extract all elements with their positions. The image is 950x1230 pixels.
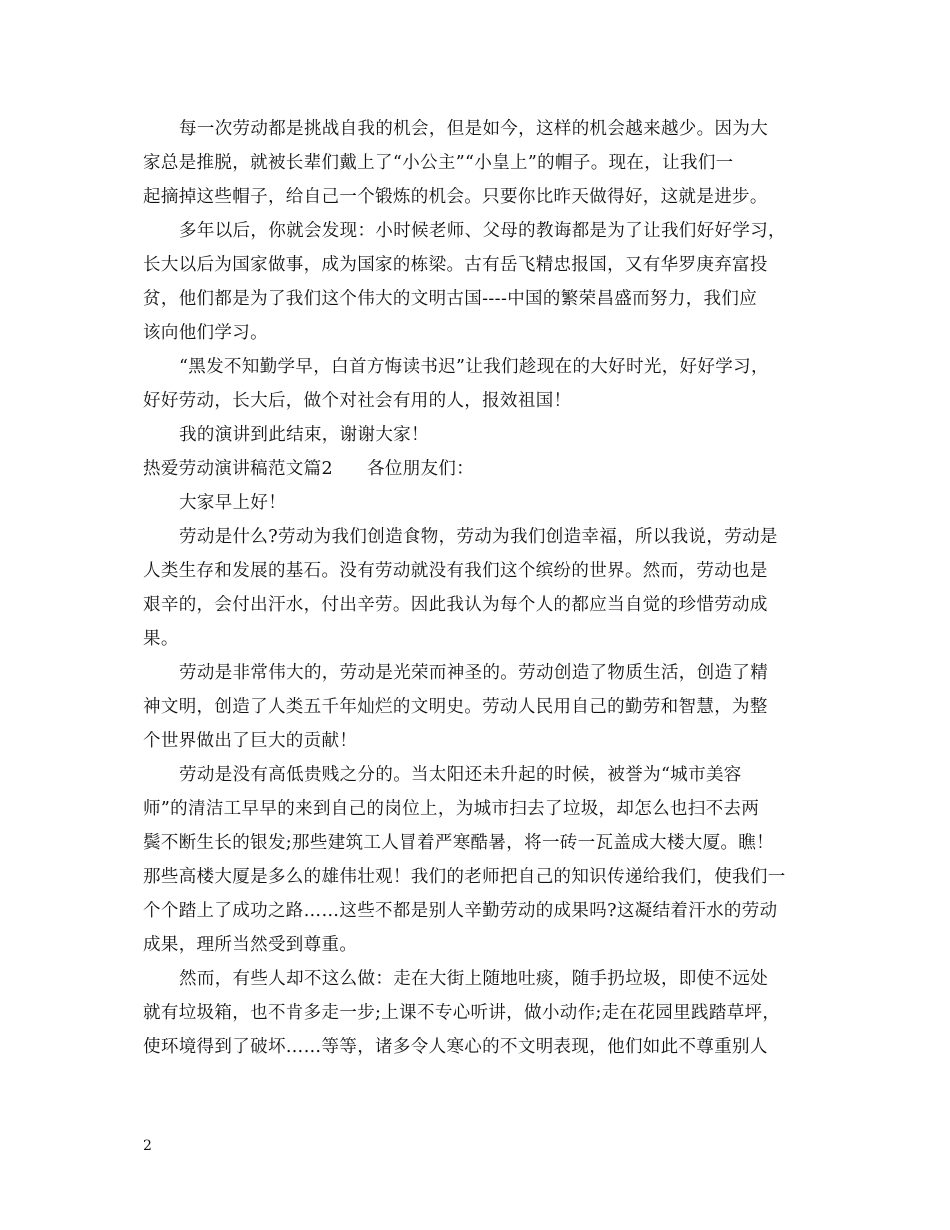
paragraph-line: 起摘掉这些帽子，给自己一个锻炼的机会。只要你比昨天做得好，这就是进步。 bbox=[143, 187, 768, 207]
section-title: 热爱劳动演讲稿范文篇2 bbox=[143, 459, 333, 479]
paragraph-line: 果。 bbox=[143, 629, 179, 649]
paragraph-line: 贫，他们都是为了我们这个伟大的文明古国----中国的繁荣昌盛而努力，我们应 bbox=[143, 289, 758, 309]
paragraph-line: 劳动是没有高低贵贱之分的。当太阳还未升起的时候，被誉为“城市美容 bbox=[179, 765, 742, 785]
paragraph-line: 个个踏上了成功之路……这些不都是别人辛勤劳动的成果吗?这凝结着汗水的劳动 bbox=[143, 901, 778, 921]
paragraph-line: 人类生存和发展的基石。没有劳动就没有我们这个缤纷的世界。然而，劳动也是 bbox=[143, 561, 768, 581]
paragraph-line: 该向他们学习。 bbox=[143, 323, 268, 343]
paragraph-line: 然而，有些人却不这么做：走在大街上随地吐痰，随手扔垃圾，即使不远处 bbox=[179, 969, 769, 989]
paragraph-line: 师”的清洁工早早的来到自己的岗位上，为城市扫去了垃圾，却怎么也扫不去两 bbox=[143, 799, 760, 819]
paragraph-line: 好好劳动，长大后，做个对社会有用的人，报效祖国！ bbox=[143, 391, 572, 411]
greeting-text: 各位朋友们： bbox=[366, 459, 475, 479]
section-heading bbox=[143, 452, 823, 486]
paragraph-line: 大家早上好！ bbox=[179, 493, 287, 513]
paragraph-line: 就有垃圾箱，也不肯多走一步;上课不专心听讲，做小动作;走在花园里践踏草坪， bbox=[143, 1003, 781, 1023]
paragraph-line: 那些高楼大厦是多么的雄伟壮观！我们的老师把自己的知识传递给我们，使我们一 bbox=[143, 867, 786, 887]
paragraph-line: 使环境得到了破坏……等等，诸多令人寒心的不文明表现，他们如此不尊重别人 bbox=[143, 1037, 768, 1057]
paragraph-line: 每一次劳动都是挑战自我的机会，但是如今，这样的机会越来越少。因为大 bbox=[179, 119, 769, 139]
paragraph-line: 鬓不断生长的银发;那些建筑工人冒着严寒酷暑，将一砖一瓦盖成大楼大厦。瞧！ bbox=[143, 833, 774, 853]
page-number: 2 bbox=[143, 1138, 152, 1154]
paragraph-line: 成果，理所当然受到尊重。 bbox=[143, 935, 358, 955]
paragraph-line: 艰辛的，会付出汗水，付出辛劳。因此我认为每个人的都应当自觉的珍惜劳动成 bbox=[143, 595, 768, 615]
paragraph-line: 劳动是非常伟大的，劳动是光荣而神圣的。劳动创造了物质生活，创造了精 bbox=[179, 663, 769, 683]
paragraph-line: 神文明，创造了人类五千年灿烂的文明史。劳动人民用自己的勤劳和智慧，为整 bbox=[143, 697, 768, 717]
document-body bbox=[143, 112, 823, 1064]
paragraph-line: “黑发不知勤学早，白首方悔读书迟”让我们趁现在的大好时光，好好学习， bbox=[179, 357, 769, 377]
paragraph-line: 个世界做出了巨大的贡献！ bbox=[143, 731, 358, 751]
paragraph-line: 劳动是什么?劳动为我们创造食物，劳动为我们创造幸福，所以我说，劳动是 bbox=[179, 527, 778, 547]
paragraph-line: 多年以后，你就会发现：小时候老师、父母的教诲都是为了让我们好好学习， bbox=[179, 221, 786, 241]
paragraph-line: 长大以后为国家做事，成为国家的栋梁。古有岳飞精忠报国，又有华罗庚弃富投 bbox=[143, 255, 768, 275]
paragraph-line: 我的演讲到此结束，谢谢大家！ bbox=[179, 425, 429, 445]
paragraph-line: 家总是推脱，就被长辈们戴上了“小公主”“小皇上”的帽子。现在，让我们一 bbox=[143, 153, 734, 173]
